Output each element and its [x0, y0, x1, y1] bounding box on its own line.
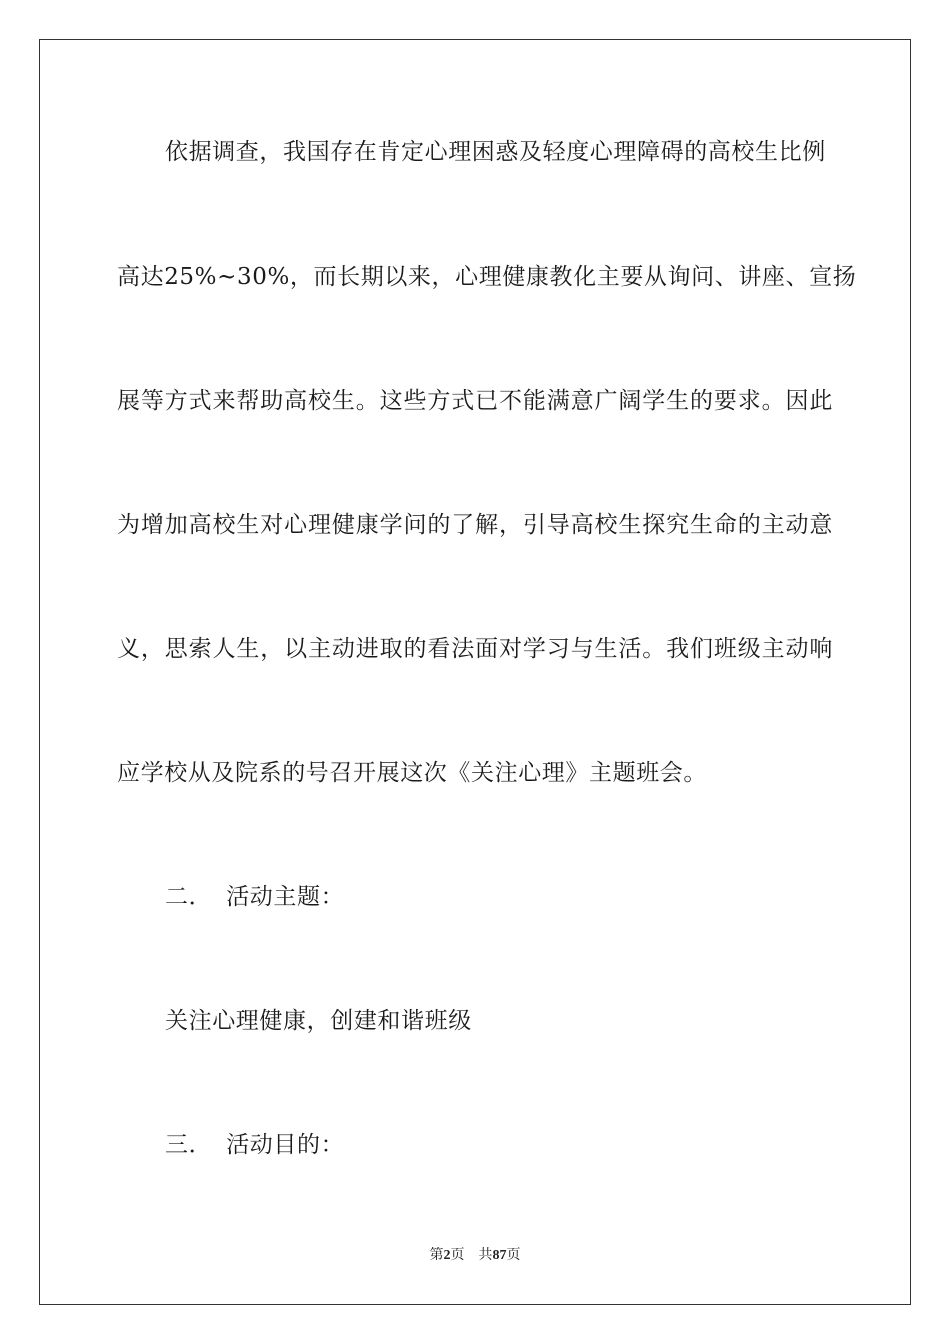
paragraph-line-4: 为增加高校生对心理健康学问的了解，引导高校生探究生命的主动意 — [117, 512, 833, 538]
section-heading-three — [165, 1130, 344, 1160]
page-prefix: 第 — [429, 1247, 444, 1263]
section-three-title: 活动目的： — [226, 1132, 345, 1158]
paragraph-line-3: 展等方式来帮助高校生。这些方式已不能满意广阔学生的要求。因此 — [117, 388, 833, 414]
paragraph-line-6: 应学校从及院系的号召开展这次《关注心理》主题班会。 — [117, 760, 707, 786]
section-heading-two — [165, 882, 344, 912]
section-two-number: 二． — [165, 884, 213, 910]
total-suffix: 页 — [506, 1247, 521, 1263]
total-pages: 87 — [492, 1248, 507, 1263]
total-prefix: 共 — [478, 1247, 493, 1263]
page-frame — [39, 39, 911, 1305]
page-footer — [0, 1246, 950, 1265]
paragraph-line-1: 依据调查，我国存在肯定心理困惑及轻度心理障碍的高校生比例 — [165, 139, 826, 165]
section-three-number: 三． — [165, 1132, 213, 1158]
page-suffix: 页 — [450, 1247, 465, 1263]
page-number: 2 — [443, 1248, 451, 1263]
paragraph-line-2: 高达25%~30%，而长期以来，心理健康教化主要从询问、讲座、宣扬 — [117, 264, 857, 290]
theme-text: 关注心理健康，创建和谐班级 — [165, 1008, 472, 1034]
paragraph-line-5: 义，思索人生，以主动进取的看法面对学习与生活。我们班级主动响 — [117, 636, 833, 662]
section-two-title: 活动主题： — [226, 884, 345, 910]
